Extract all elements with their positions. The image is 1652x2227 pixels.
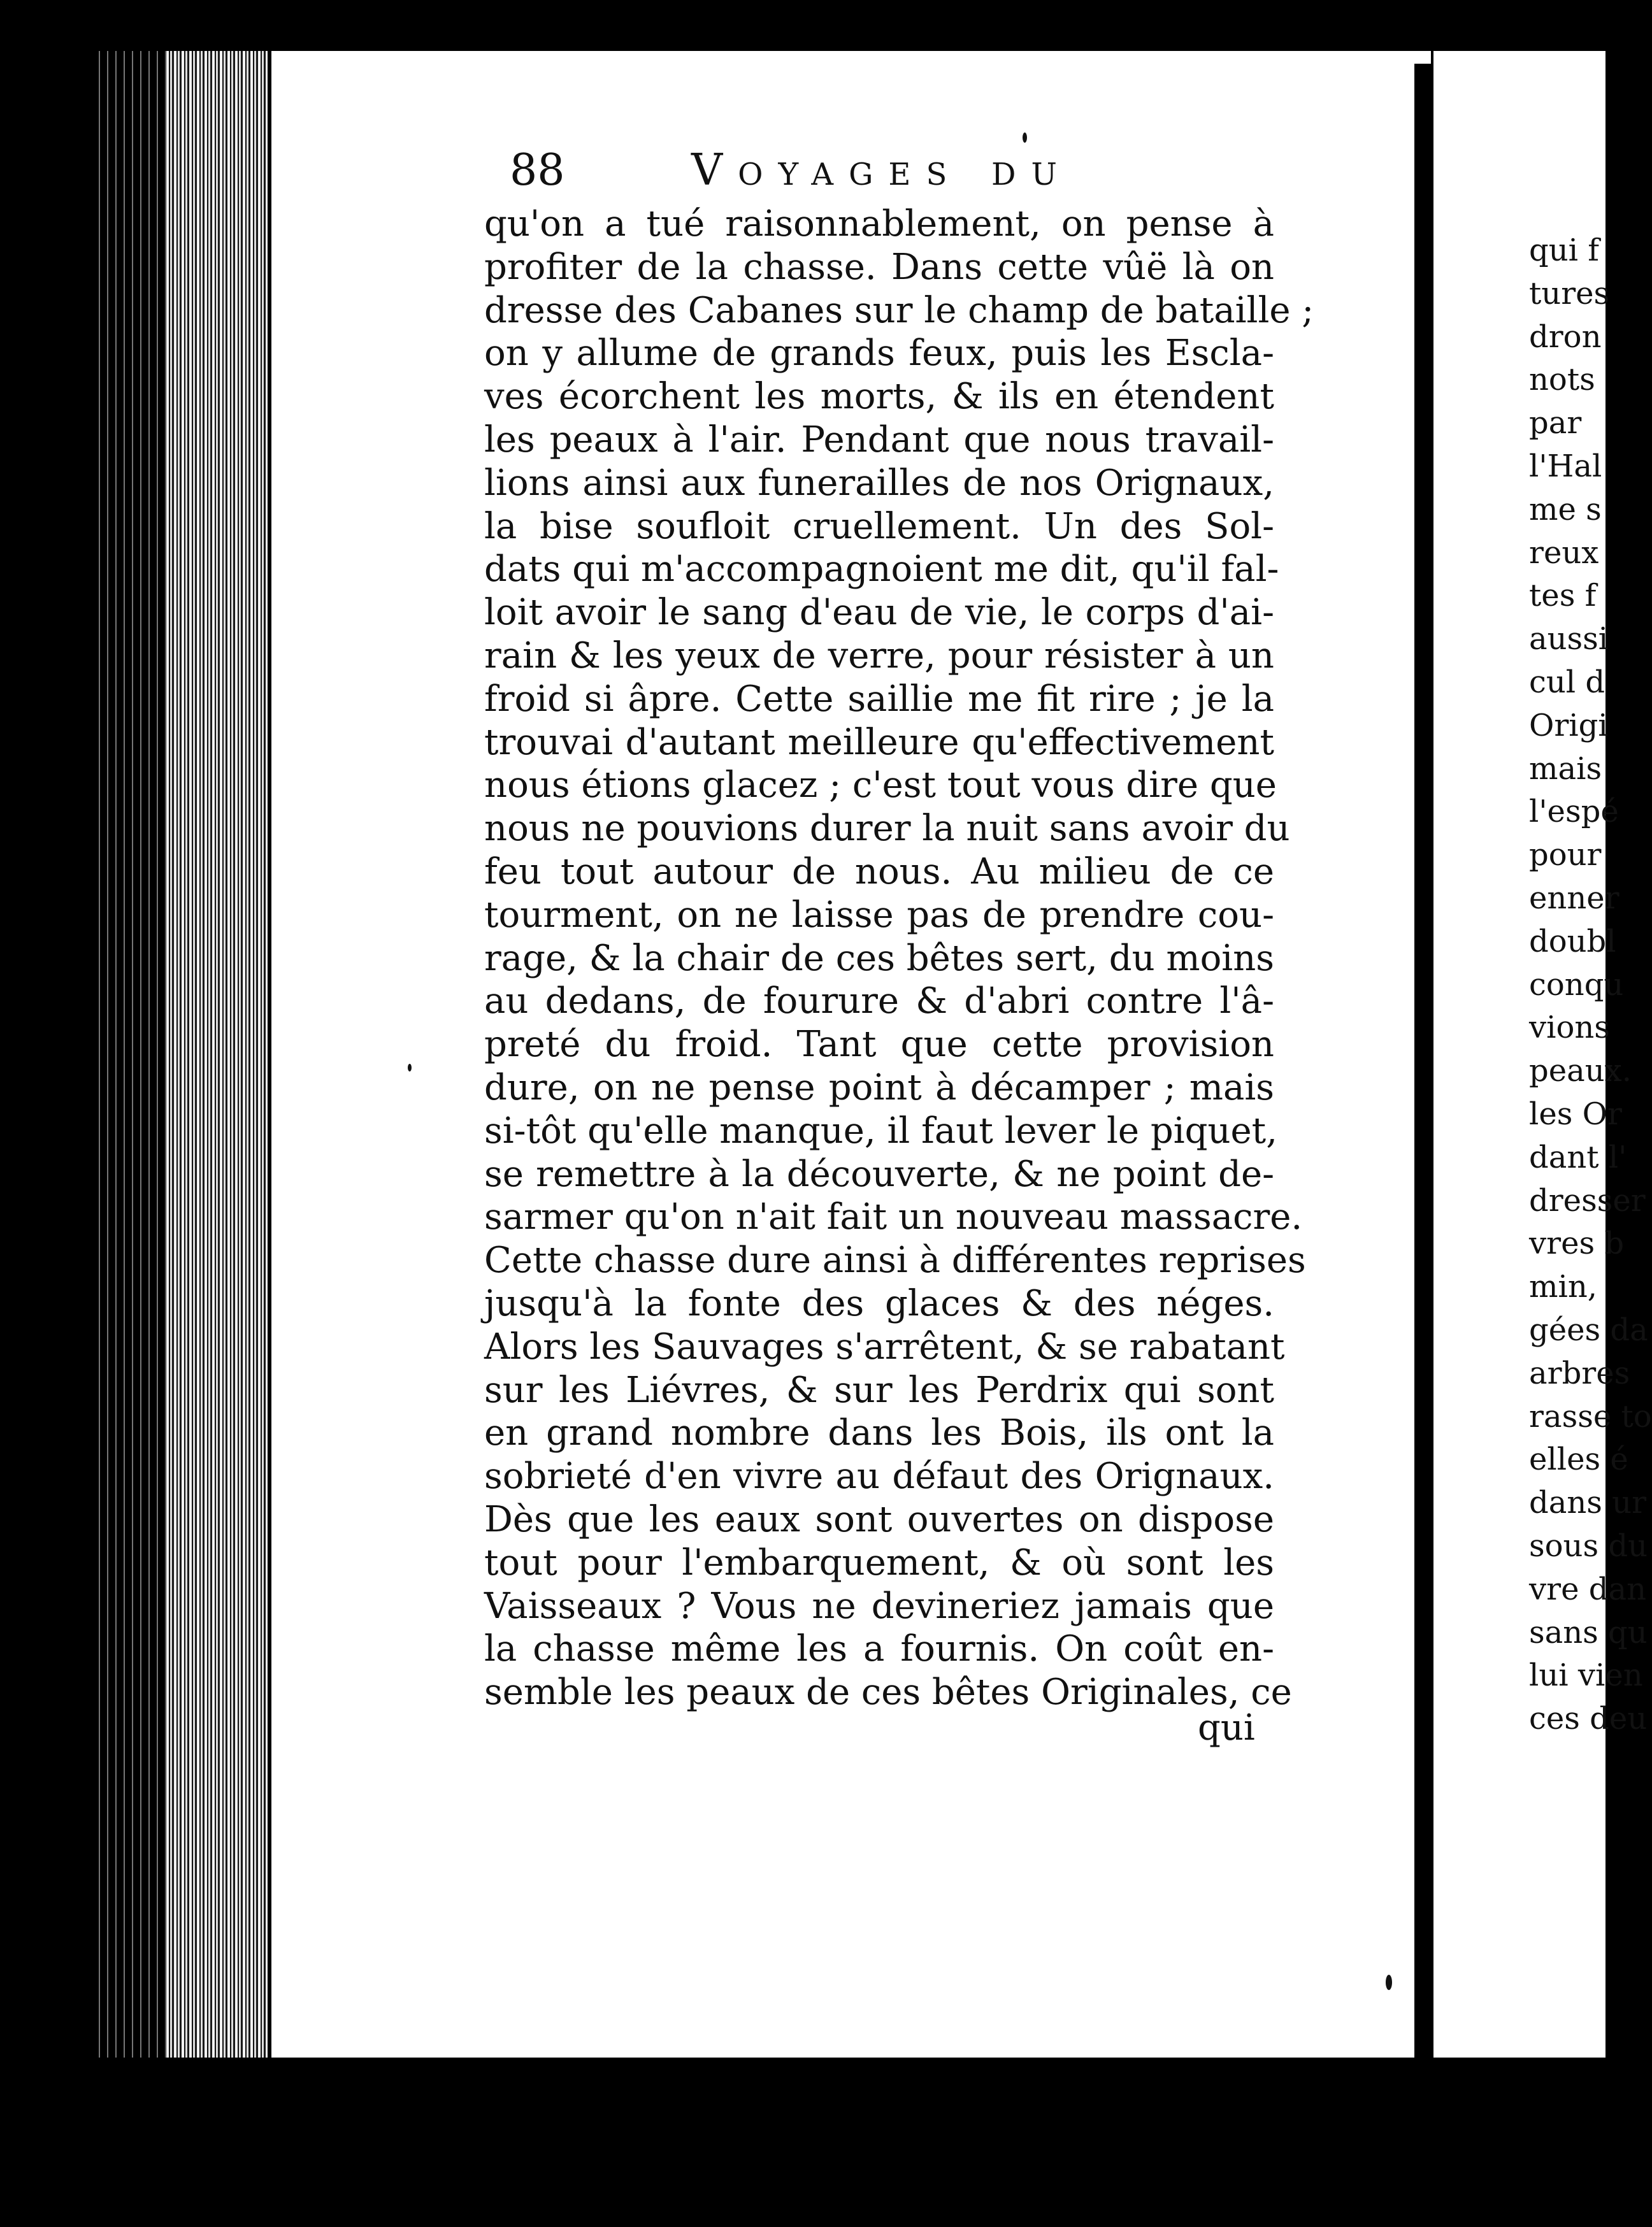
text-line: froid si âpre. Cette saillie me fit rire ; je la (484, 678, 1274, 720)
right-page-line: l'espé (1529, 794, 1619, 830)
text-line: la chasse même les a fournis. On coût en- (484, 1628, 1274, 1670)
right-page-line: sous du (1529, 1528, 1648, 1564)
right-page-line: vres b (1529, 1226, 1625, 1262)
right-page-line: vions (1529, 1010, 1610, 1046)
text-line: rage, & la chair de ces bêtes sert, du moins (484, 937, 1274, 979)
catchword: qui (1198, 1707, 1255, 1749)
text-line: Alors les Sauvages s'arrêtent, & se rabatant (484, 1326, 1285, 1368)
text-line: tout pour l'embarquement, & où sont les (484, 1542, 1274, 1584)
text-line: se remettre à la découverte, & ne point de- (484, 1153, 1274, 1195)
text-line: jusqu'à la fonte des glaces & des néges. (484, 1282, 1274, 1324)
right-page-line: tures (1529, 275, 1610, 311)
right-page-line: elles é (1529, 1442, 1628, 1478)
right-page-line: enner (1529, 880, 1620, 916)
right-page-line: lui vien (1529, 1658, 1643, 1694)
right-page-line: sans qu (1529, 1614, 1648, 1651)
text-line: feu tout autour de nous. Au milieu de ce (484, 850, 1274, 892)
text-line: lions ainsi aux funerailles de nos Orignaux, (484, 462, 1274, 504)
text-line: sur les Liévres, & sur les Perdrix qui sont (484, 1369, 1274, 1411)
right-page-line: cul d (1529, 664, 1605, 700)
right-page-text (1529, 229, 1652, 1741)
right-page-line: ces deu (1529, 1701, 1648, 1737)
right-page-line: aussi (1529, 621, 1609, 657)
text-line: trouvai d'autant meilleure qu'effectivement (484, 721, 1274, 763)
right-page-line: dresser (1529, 1182, 1646, 1219)
book-page-edges-shadow (96, 51, 166, 2058)
text-line: Dès que les eaux sont ouvertes on dispose (484, 1498, 1274, 1540)
right-page-line: dron (1529, 319, 1602, 355)
text-line: la bise soufloit cruellement. Un des Sol- (484, 505, 1274, 547)
running-title: Voyages du (691, 145, 1072, 196)
text-line: qu'on a tué raisonnablement, on pense à (484, 203, 1274, 245)
text-line: Vaisseaux ? Vous ne devineriez jamais que (484, 1585, 1274, 1627)
text-line: nous ne pouvions durer la nuit sans avoir du (484, 808, 1290, 850)
text-line: sarmer qu'on n'ait fait un nouveau massacre. (484, 1196, 1303, 1238)
text-line: si-tôt qu'elle manque, il faut lever le piquet, (484, 1110, 1277, 1152)
right-page-line: Origi (1529, 707, 1608, 743)
right-page-line: reux (1529, 534, 1599, 571)
text-line: semble les peaux de ces bêtes Originales, ce (484, 1672, 1292, 1714)
right-page-line: me s (1529, 491, 1602, 527)
ink-speck (1386, 1975, 1392, 1990)
right-page-line: par (1529, 405, 1582, 441)
right-page-line: pour (1529, 837, 1602, 873)
right-page-line: conqu (1529, 966, 1624, 1003)
text-line: au dedans, de fourure & d'abri contre l'â- (484, 980, 1274, 1022)
text-line: dresse des Cabanes sur le champ de bataille ; (484, 289, 1314, 331)
right-page-line: gées da (1529, 1312, 1648, 1348)
right-page-line: doubl (1529, 923, 1616, 959)
right-page-line: nots (1529, 362, 1595, 398)
ink-speck (408, 1064, 412, 1071)
right-page-line: dans ur (1529, 1485, 1647, 1521)
text-line: les peaux à l'air. Pendant que nous travail- (484, 419, 1274, 461)
text-line: nous étions glacez ; c'est tout vous dire que (484, 764, 1277, 806)
right-page-line: les Or (1529, 1096, 1622, 1132)
page-number: 88 (510, 145, 565, 196)
right-page-line: min, (1529, 1269, 1598, 1305)
right-page-line: l'Hal (1529, 448, 1602, 484)
text-line: ves écorchent les morts, & ils en étendent (484, 376, 1274, 418)
text-line: sobrieté d'en vivre au défaut des Orignaux. (484, 1456, 1274, 1498)
text-line: preté du froid. Tant que cette provision (484, 1024, 1274, 1066)
text-line: dats qui m'accompagnoient me dit, qu'il fal- (484, 548, 1279, 591)
right-page-line: peaux. (1529, 1053, 1632, 1089)
text-line: profiter de la chasse. Dans cette vûë là on (484, 246, 1274, 288)
text-line: loit avoir le sang d'eau de vie, le corps d'ai- (484, 592, 1274, 634)
text-line: en grand nombre dans les Bois, ils ont la (484, 1412, 1274, 1454)
right-page-line: tes f (1529, 578, 1597, 614)
right-page-line: dant l' (1529, 1139, 1627, 1175)
right-page-line: arbres (1529, 1355, 1630, 1391)
text-line: dure, on ne pense point à décamper ; mais (484, 1066, 1274, 1108)
text-line: rain & les yeux de verre, pour résister à un (484, 634, 1274, 677)
right-page-line: rasse to (1529, 1398, 1652, 1435)
right-page-line: vre dan (1529, 1571, 1646, 1607)
body-text (484, 203, 1314, 1714)
text-line: on y allume de grands feux, puis les Escla- (484, 333, 1274, 375)
right-page-line: qui f (1529, 233, 1600, 268)
right-page-line: mais (1529, 750, 1602, 787)
ink-speck (1023, 132, 1027, 143)
text-line: Cette chasse dure ainsi à différentes reprises (484, 1240, 1306, 1282)
text-line: tourment, on ne laisse pas de prendre cou- (484, 894, 1274, 936)
